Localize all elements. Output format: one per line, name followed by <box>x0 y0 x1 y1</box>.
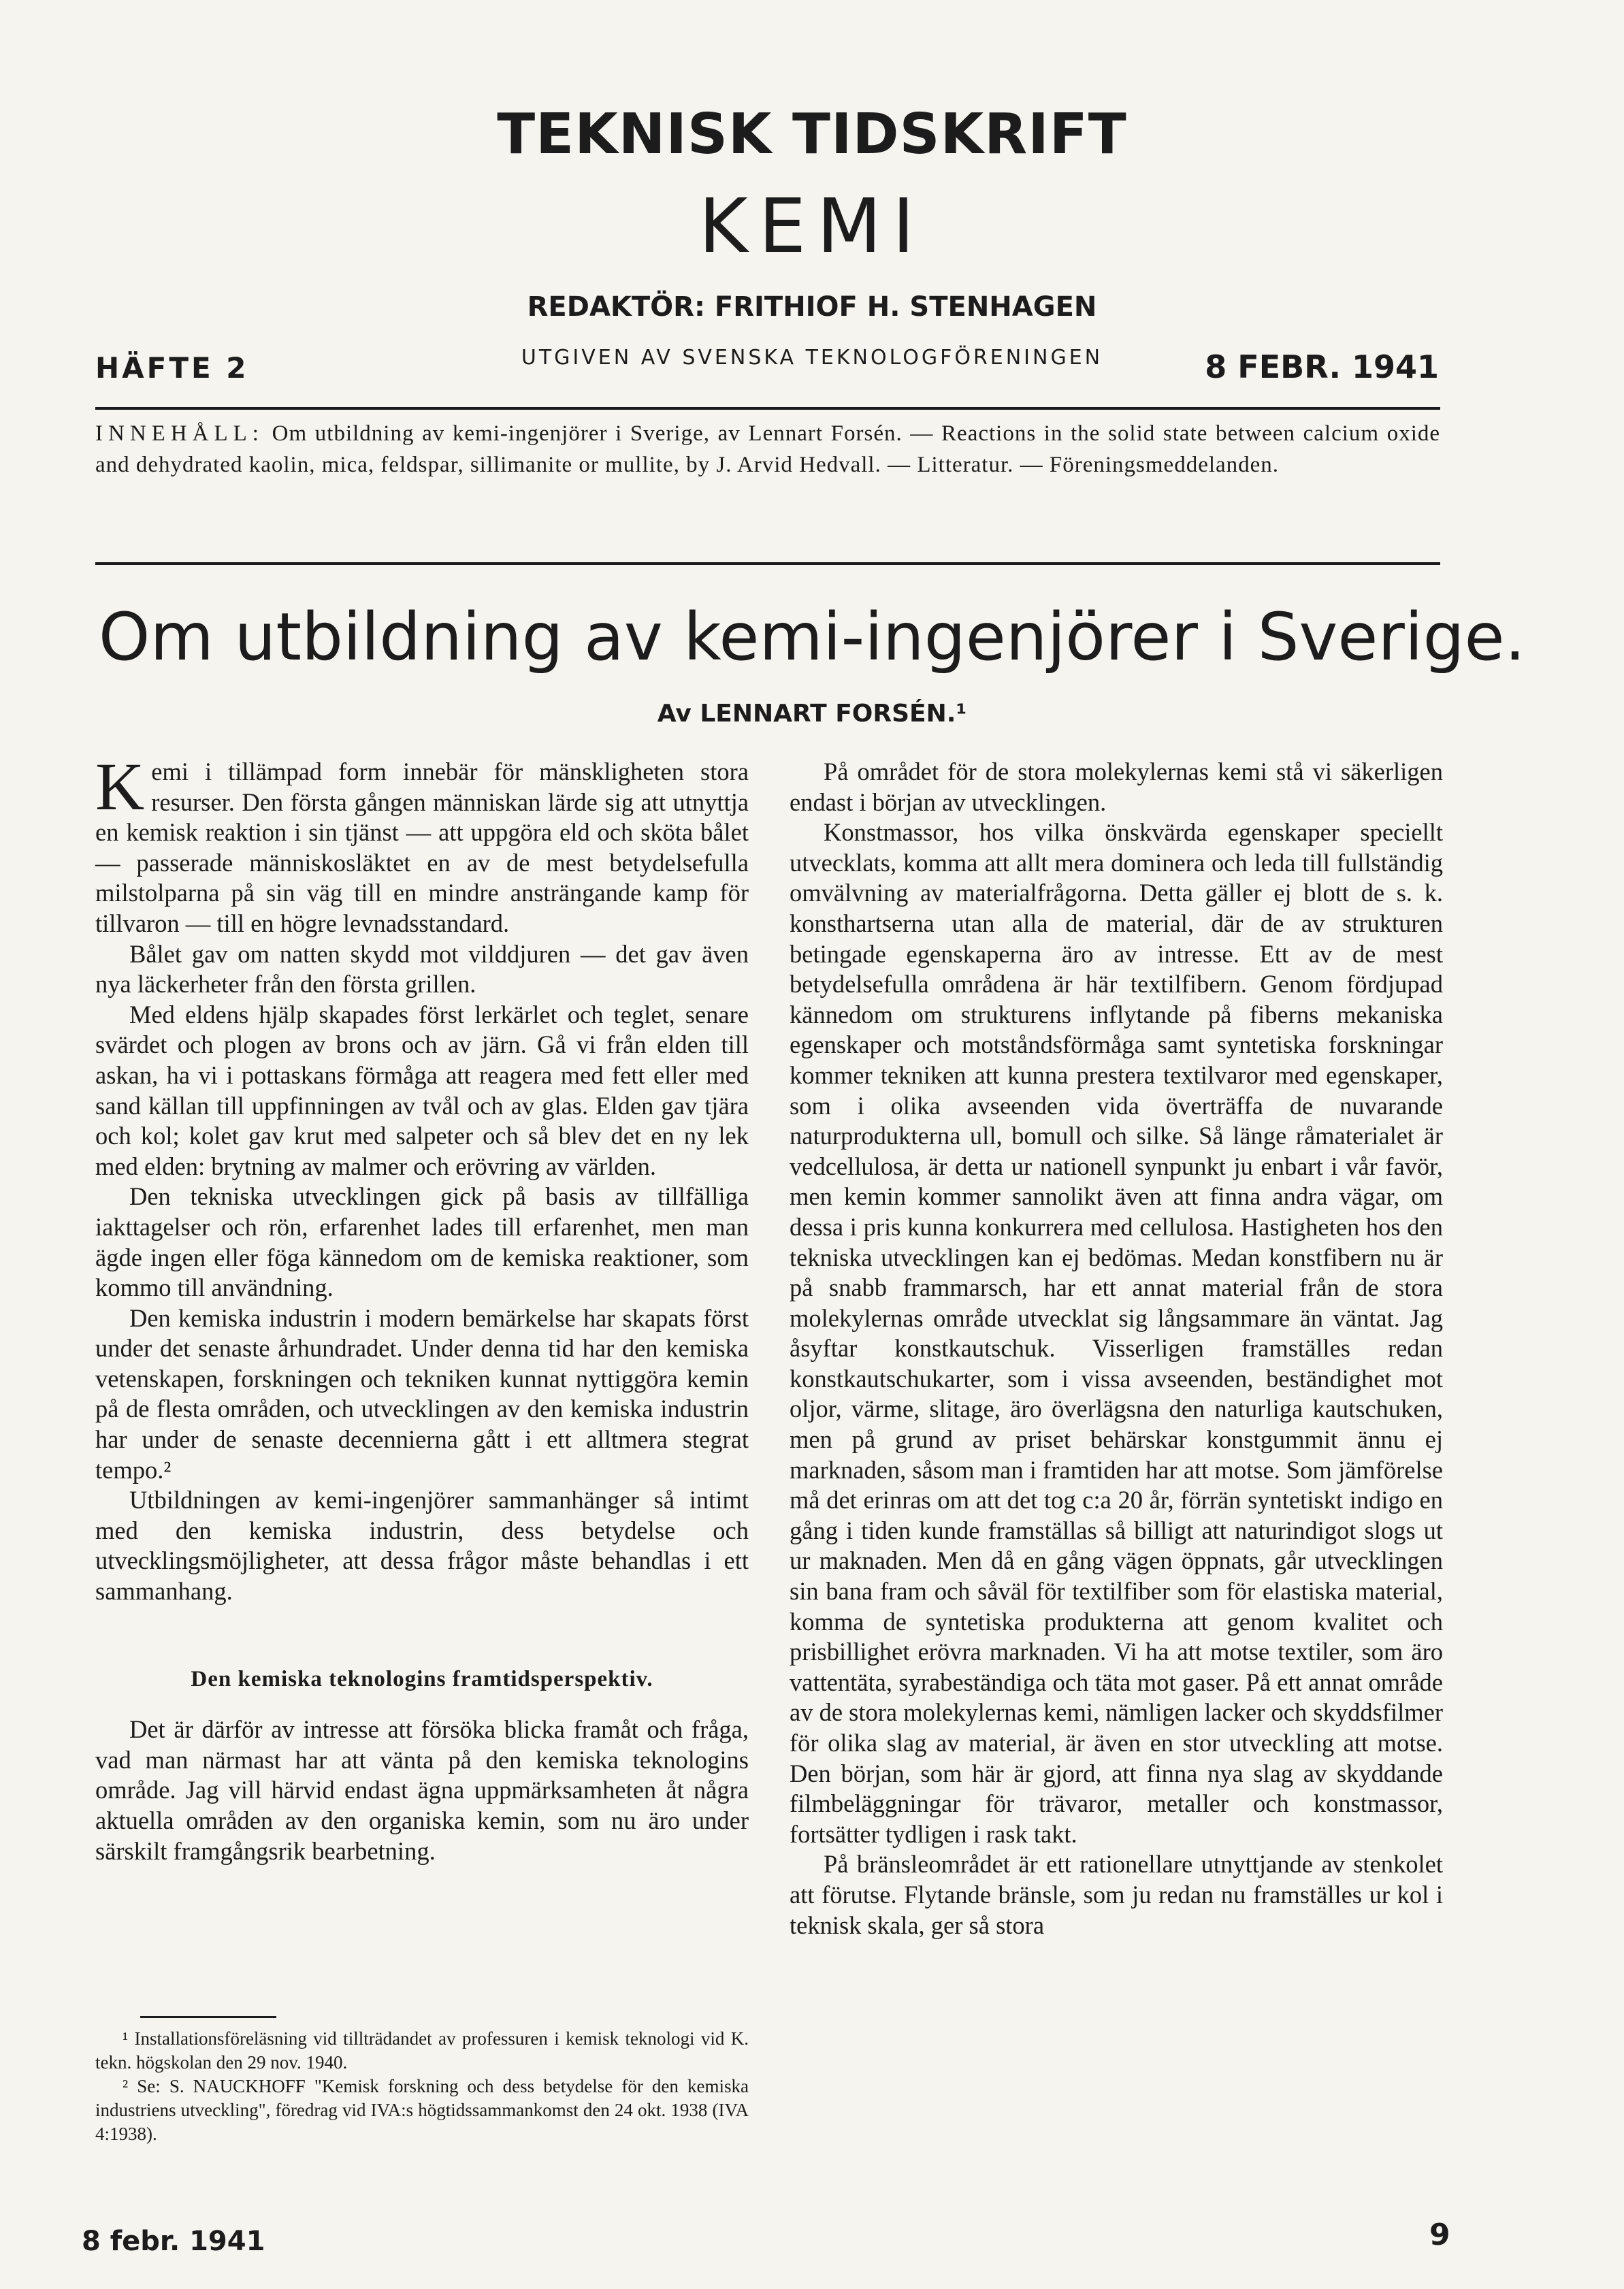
paragraph: Utbildningen av kemi-ingenjörer sammanhänger så intimt med den kemiska industrin, dess betydelse och utvecklingsmöjligheter, att dessa frågor måste behandlas i ett sammanhang. <box>95 1486 749 1606</box>
paragraph: Kemi i tillämpad form innebär för mänskligheten stora resurser. Den första gången människan lärde sig att utnyttja en kemisk reaktion i sin tjänst — att uppgöra eld och sköta bålet — passerade människosläktet en av de mest betydelsefulla milstolparna på sin väg till en mindre ansträngande kamp för tillvaron — till en högre levnadsstandard. <box>95 749 749 937</box>
journal-title: TEKNISK TIDSKRIFT <box>497 102 1127 167</box>
section-subheading: Den kemiska teknologins framtidsperspektiv. <box>191 1666 653 1691</box>
paragraph: På bränsleområdet är ett rationellare utnyttjande av stenkolet att förutse. Flytande bränsle, som ju redan nu framställes ur kol i teknisk skala, ger så stora <box>790 1850 1443 1939</box>
contents-rule-bottom <box>95 562 1440 565</box>
footnote-2: ² Se: S. NAUCKHOFF "Kemisk forskning och dess betydelse för den kemiska industriens utveckling", föredrag vid IVA:s högtidssammankomst den 24 okt. 1938 (IVA 4:1938). <box>95 2076 749 2144</box>
contents-label: INNEHÅLL: <box>95 421 264 446</box>
drop-cap: K <box>95 749 145 824</box>
paragraph: Bålet gav om natten skydd mot vilddjuren — det gav även nya läckerheter från den första grillen. <box>95 939 749 999</box>
left-column <box>95 749 749 1866</box>
page-number: 9 <box>1429 2218 1450 2252</box>
contents-box <box>95 418 1440 481</box>
publisher-line: UTGIVEN AV SVENSKA TEKNOLOGFÖRENINGEN <box>521 346 1103 370</box>
issue-date: 8 FEBR. 1941 <box>1205 348 1439 385</box>
paragraph: Den tekniska utvecklingen gick på basis av tillfälliga iakttagelser och rön, erfarenhet lades till erfarenhet, men man ägde ingen eller föga kännedom om de kemiska reaktioner, som kommo till användning. <box>95 1182 749 1302</box>
contents-rule-top <box>95 407 1440 410</box>
editor-line: REDAKTÖR: FRITHIOF H. STENHAGEN <box>527 291 1097 323</box>
footnotes <box>95 2027 749 2146</box>
article-author: Av LENNART FORSÉN.¹ <box>657 700 967 728</box>
footer-date: 8 febr. 1941 <box>82 2226 265 2257</box>
paragraph: Med eldens hjälp skapades först lerkärlet och teglet, senare svärdet och plogen av brons och av järn. Gå vi från elden till askan, ha vi i pottaskans förmåga att reagera med fett eller med sand källan till uppfinningen av tvål och av glas. Elden gav tjära och kol; kolet gav krut med salpeter och så blev det en ny lek med elden: brytning av malmer och erövring av världen. <box>95 1000 749 1180</box>
paragraph: Den kemiska industrin i modern bemärkelse har skapats först under det senaste århundradet. Under denna tid har den kemiska vetenskapen, forskningen och tekniken kunnat nyttiggöra kemin på de flesta områden, och utvecklingen av den kemiska industrin har under de senaste decennierna gått i ett alltmera stegrat tempo.² <box>95 1303 749 1484</box>
paragraph: Det är därför av intresse att försöka blicka framåt och fråga, vad man närmast har att vänta på den kemiska teknologins område. Jag vill härvid endast ägna uppmärksamheten åt några aktuella områden av den organiska kemin, som nu äro under särskilt framgångsrik bearbetning. <box>95 1715 749 1865</box>
article-title: Om utbildning av kemi-ingenjörer i Sverige. <box>98 599 1526 675</box>
footnote-1: ¹ Installationsföreläsning vid tillträdandet av professuren i kemisk teknologi vid K. tekn. högskolan den 29 nov. 1940. <box>95 2028 749 2073</box>
right-column <box>790 757 1443 1941</box>
contents-text: Om utbildning av kemi-ingenjörer i Sverige, av Lennart Forsén. — Reactions in the solid state between calcium oxide and dehydrated kaolin, mica, feldspar, sillimanite or mullite, by J. Arvid Hedvall. — Litteratur. — Föreningsmeddelanden. <box>95 421 1441 477</box>
issue-label: HÄFTE 2 <box>95 351 249 385</box>
paragraph: På området för de stora molekylernas kemi stå vi säkerligen endast i början av utvecklingen. <box>790 758 1443 816</box>
paragraph: Konstmassor, hos vilka önskvärda egenskaper speciellt utvecklats, komma att allt mera dominera och leda till fullständig omvälvning av materialfrågorna. Detta gäller ej blott de s. k. konsthartserna utan alla de material, där de av strukturen betingade egenskaperna äro av intresse. Ett av de mest betydelsefulla områdena är här textilfibern. Genom fördjupad kännedom om strukturens inflytande på fiberns mekaniska egenskaper och motståndsförmåga samt syntetiska forskningar kommer tekniken att kunna prestera textilvaror med egenskaper, som i olika avseenden vida överträffa de nuvarande naturprodukterna ull, bomull och silke. Så länge råmaterialet är vedcellulosa, är detta ur nationell synpunkt ju enbart i vår favör, men kemin kommer sannolikt även att finna andra vägar, om dessa i pris kunna konkurrera med cellulosa. Hastigheten hos den tekniska utvecklingen kan ej bedömas. Medan konstfibern nu är på snabb frammarsch, har ett annat material från de stora molekylernas område utvecklat sig långsammare än väntat. Jag åsyftar konstkautschuk. Visserligen framställes redan konstkautschukarter, som i vissa avseenden, beständighet mot oljor, värme, slitage, äro överlägsna den naturliga kautschuken, men på grund av priset behärskar konstgummit ännu ej marknaden, såsom man i framtiden har att motse. Som jämförelse må det erinras om att det tog c:a 20 år, förrän syntetiskt indigo en gång i tiden kunde framställas så billigt att naturindigot slogs ut ur maknaden. Men då en gång vägen öppnats, går utvecklingen sin bana fram och såväl för textilfiber som för elastiska material, komma de syntetiska produkterna att genom kvalitet och prisbillighet erövra marknaden. Vi ha att motse textiler, som äro vattentäta, syrabeständiga och täta mot gaser. På ett annat område av de stora molekylernas kemi, nämligen lacker och skyddsfilmer för olika slag av material, är även en stor utveckling att motse. Den början, som här är gjord, att finna nya slag av skyddande filmbeläggningar för trävaror, metaller och konstmassor, fortsätter tydligen i rask takt. <box>790 818 1443 1848</box>
footnote-rule <box>140 2016 276 2018</box>
section-title: KEMI <box>698 182 926 270</box>
